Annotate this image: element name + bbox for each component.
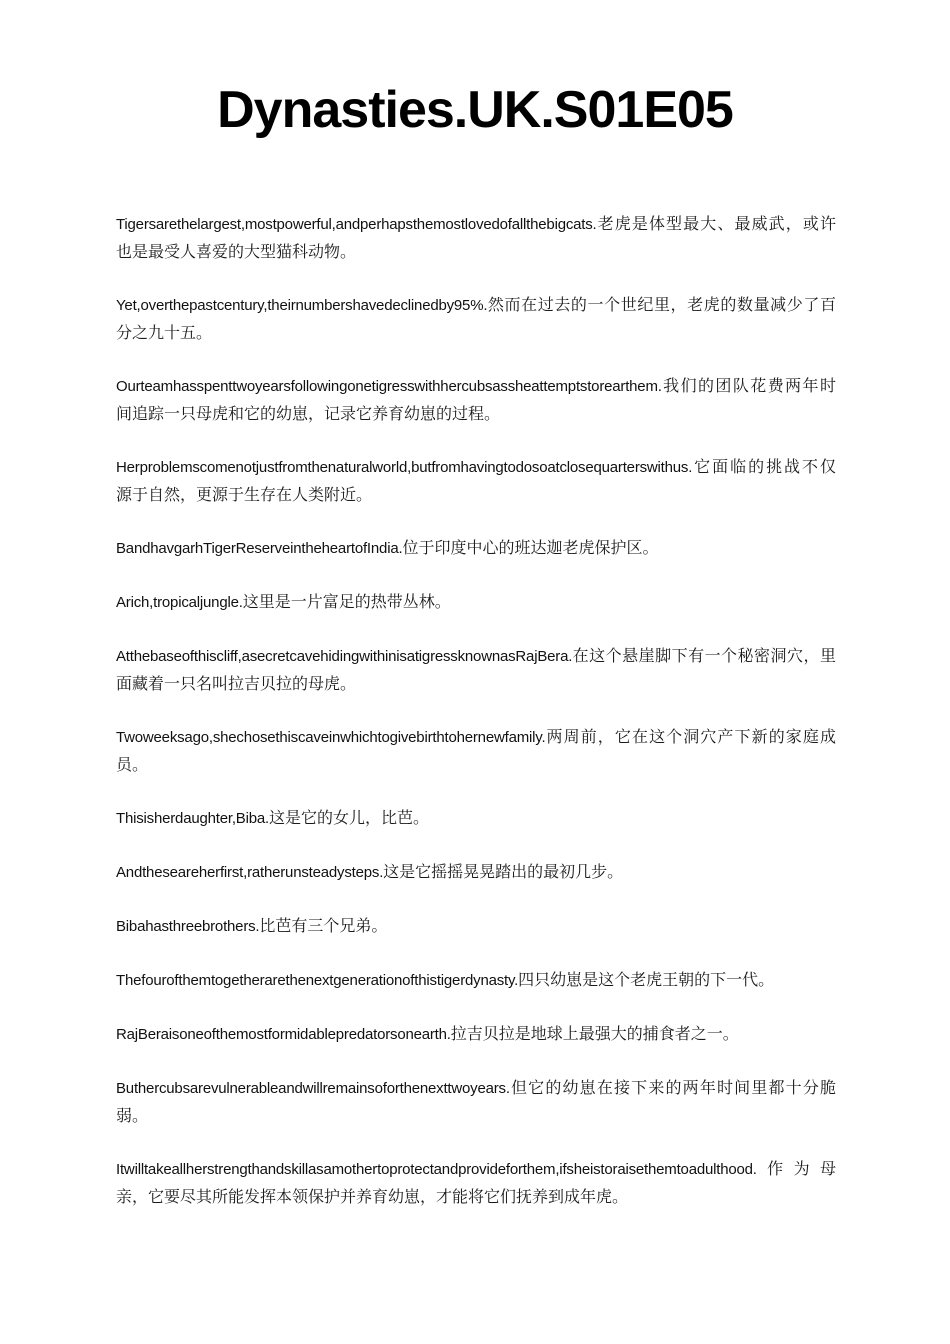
chinese-line: 我们的团队花费两年时间追踪一只母虎和它的幼崽，记录它养育幼崽的过程。: [116, 376, 836, 423]
paragraph: [116, 588, 836, 616]
document-title: Dynasties.UK.S01E05: [217, 81, 733, 139]
chinese-line: 位于印度中心的班达迦老虎保护区。: [402, 538, 659, 557]
paragraph: [116, 291, 836, 346]
chinese-line: 比芭有三个兄弟。: [259, 916, 388, 935]
english-line: BandhavgarhTigerReserveintheheartofIndia.: [116, 540, 403, 557]
paragraph: [116, 723, 836, 778]
english-line: Arich,tropicaljungle.: [116, 594, 243, 611]
chinese-line: 四只幼崽是这个老虎王朝的下一代。: [518, 970, 775, 989]
paragraph: [116, 804, 836, 832]
english-line: RajBeraisoneofthemostformidablepredatorsonearth.: [116, 1026, 451, 1043]
english-line: Andtheseareherfirst,ratherunsteadysteps.: [116, 864, 384, 881]
paragraph: [116, 1074, 836, 1129]
paragraph: [116, 858, 836, 886]
chinese-line: 它面临的挑战不仅源于自然，更源于生存在人类附近。: [116, 457, 836, 504]
english-line: Herproblemscomenotjustfromthenaturalworld,butfromhavingtodosoatclosequarterswithus.: [116, 459, 693, 476]
chinese-line: 这是它摇摇晃晃踏出的最初几步。: [383, 862, 624, 881]
english-line: Atthebaseofthiscliff,asecretcavehidingwithinisatigressknownasRajBera.: [116, 648, 573, 665]
english-line: Itwilltakeallherstrengthandskillasamothertoprotectandprovideforthem,ifsheistoraisethemtoadulthood.: [116, 1161, 757, 1178]
chinese-line: 这里是一片富足的热带丛林。: [242, 592, 451, 611]
paragraph: [116, 912, 836, 940]
english-line: Thefourofthemtogetherarethenextgenerationofthistigerdynasty.: [116, 972, 519, 989]
english-line: Buthercubsarevulnerableandwillremainsoforthenexttwoyears.: [116, 1080, 510, 1097]
paragraph: [116, 642, 836, 697]
paragraph: [116, 1155, 836, 1210]
paragraph: [116, 453, 836, 508]
paragraph: [116, 1020, 836, 1048]
chinese-line: 拉吉贝拉是地球上最强大的捕食者之一。: [450, 1024, 739, 1043]
english-line: Bibahasthreebrothers.: [116, 918, 260, 935]
english-line: Thisisherdaughter,Biba.: [116, 810, 269, 827]
paragraph: [116, 966, 836, 994]
chinese-line: 这是它的女儿，比芭。: [269, 808, 430, 827]
english-line: Ourteamhasspenttwoyearsfollowingonetigresswithhercubsassheattemptstorearthem.: [116, 378, 662, 395]
chinese-line: 两周前，它在这个洞穴产下新的家庭成员。: [116, 727, 836, 774]
paragraph: [116, 210, 836, 265]
document-body: [116, 210, 836, 1236]
chinese-line: 但它的幼崽在接下来的两年时间里都十分脆弱。: [116, 1078, 836, 1125]
chinese-line: 在这个悬崖脚下有一个秘密洞穴，里面藏着一只名叫拉吉贝拉的母虎。: [116, 646, 836, 693]
paragraph: [116, 534, 836, 562]
paragraph: [116, 372, 836, 427]
chinese-line: 然而在过去的一个世纪里，老虎的数量减少了百分之九十五。: [116, 295, 836, 342]
chinese-line: 作为母亲，它要尽其所能发挥本领保护并养育幼崽，才能将它们抚养到成年虎。: [116, 1159, 836, 1206]
english-line: Tigersarethelargest,mostpowerful,andperhapsthemostlovedofallthebigcats.: [116, 216, 597, 233]
english-line: Yet,overthepastcentury,theirnumbershavedeclinedby95%.: [116, 297, 488, 314]
chinese-line: 老虎是体型最大、最威武，或许也是最受人喜爱的大型猫科动物。: [116, 214, 836, 261]
english-line: Twoweeksago,shechosethiscaveinwhichtogivebirthtohernewfamily.: [116, 729, 546, 746]
